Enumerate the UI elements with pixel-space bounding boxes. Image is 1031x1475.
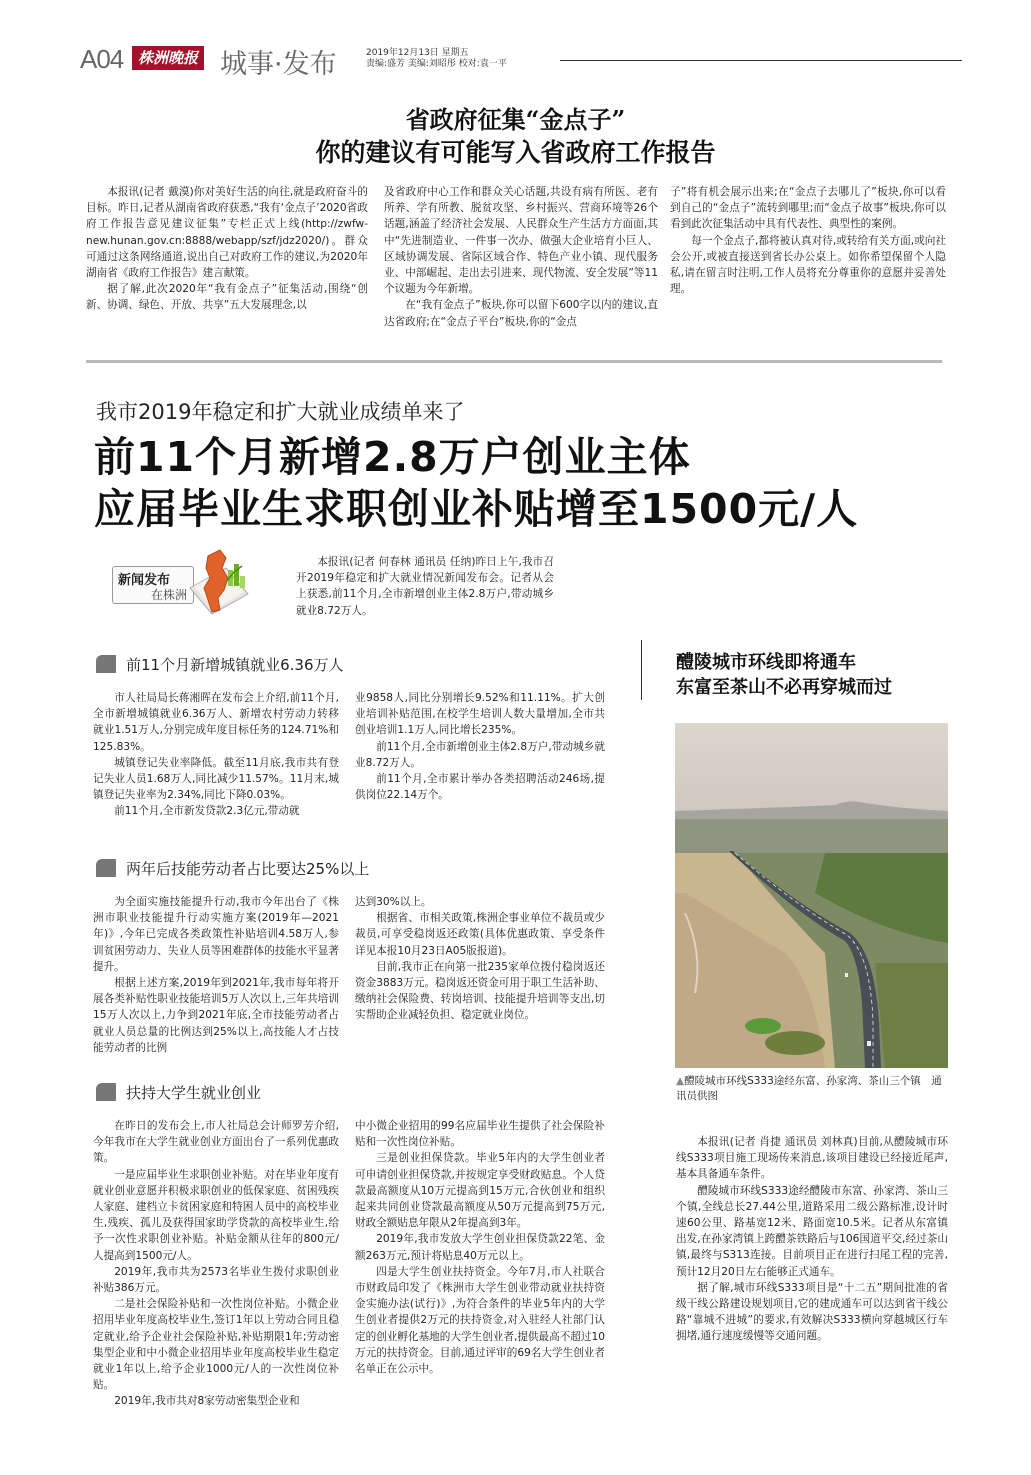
masthead-logo: 株洲晚报 [132,46,204,70]
article2-kicker: 我市2019年稳定和扩大就业成绩单来了 [96,400,465,424]
paragraph: 目前,我市正在向第一批235家单位拨付稳岗返还资金3883万元。稳岗返还资金可用于职工生活补助、缴纳社会保险费、转岗培训、技能提升培训等支出,切实帮助企业减轻负担、稳定就业岗位。 [355,960,605,1022]
paragraph: 一是应届毕业生求职创业补贴。对在毕业年度有就业创业意愿并积极求职创业的低保家庭、贫困残疾人家庭、建档立卡贫困家庭和特困人员中的高校毕业生,残疾、孤儿及获得国家助学贷款的高校毕业生,给予一次性求职创业补贴。补贴金额从往年的800元/人提高到1500元/人。 [93,1168,339,1262]
article1-headline-2: 你的建议有可能写入省政府工作报告 [315,138,716,167]
paragraph: 四是大学生创业扶持资金。今年7月,市人社联合市财政局印发了《株洲市大学生创业带动就业扶持资金实施办法(试行)》,为符合条件的毕业5年内的大学生创业者提供2万元的扶持资金,对入驻经人社部门认定的创业孵化基地的大学生创业者,提供最高不超过10万元的扶持资金。目前,通过评审的69名大学生创业者名单正在公示中。 [355,1265,605,1376]
paragraph: 本报讯(记者 肖捷 通讯员 刘林真)目前,从醴陵城市环线S333项目施工现场传来消息,该项目建设已经接近尾声,基本具备通车条件。 [676,1136,948,1181]
paragraph: 2019年,我市发放大学生创业担保贷款22笔、金额263万元,预计将贴息40万元以上。 [355,1233,605,1262]
paragraph: 子”将有机会展示出来;在“金点子去哪儿了”板块,你可以看到自己的“金点子”流转到哪里;而“金点子故事”板块,你可以看到此次征集活动中具有代表性、典型性的案例。 [670,186,946,231]
paragraph: 前11个月,全市累计举办各类招聘活动246场,提供岗位22.14万个。 [355,773,605,802]
section1-right-column [355,690,605,803]
caption-text: 醴陵城市环线S333途经东富、孙家湾、茶山三个镇 通讯员供图 [676,1075,942,1102]
paragraph: 根据上述方案,2019年到2021年,我市每年将开展各类补贴性职业技能培训5万人次以上,三年共培训15万人次以上,力争到2021年底,全市技能劳动者占就业人员总量的比例达到25%以上,高技能人才占技能劳动者的比例 [93,977,339,1054]
paragraph: 达到30%以上。 [355,896,432,908]
subheading [126,654,344,675]
paragraph: 2019年,我市共为2573名毕业生拨付求职创业补贴386万元。 [93,1265,339,1295]
paragraph: 本报讯(记者 何春林 通讯员 任纳)昨日上午,我市召开2019年稳定和扩大就业情况新闻发布会。记者从会上获悉,前11个月,全市新增创业主体2.8万户,带动城乡就业8.72万人。 [296,556,554,617]
road-aerial-photo [675,723,948,1068]
section-divider [86,360,942,363]
subheading-block-icon [96,1083,116,1101]
paragraph: 城镇登记失业率降低。截至11月底,我市共有登记失业人员1.68万人,同比减少11.57%。11月末,城镇登记失业率为2.34%,同比下降0.03%。 [93,756,339,802]
paragraph: 在“我有金点子”板块,你可以留下600字以内的建议,直达省政府;在“金点子平台”板块,你的“金点 [384,299,658,328]
subheading-block-icon [96,859,116,877]
badge-subtitle: 在株洲 [150,588,187,602]
badge-title: 新闻发布 [118,573,171,588]
sidebar-rule [641,640,642,700]
section-title: 城事·发布 [220,49,337,80]
paragraph: 根据省、市相关政策,株洲企事业单位不裁员或少裁员,可享受稳岗返还政策(具体优惠政策、享受条件详见本报10月23日A05版报道)。 [355,912,605,957]
article2-headline-2: 应届毕业生求职创业补贴增至1500元/人 [94,485,859,533]
paragraph: 醴陵城市环线S333途经醴陵市东富、孙家湾、茶山三个镇,全线总长27.44公里,道路采用二级公路标准,设计时速60公里、路基宽12米、路面宽10.5米。记者从东富镇出发,在孙家湾镇上跨醴茶铁路后与106国道平交,经过茶山镇,最终与S313连接。目前项目正在进行扫尾工程的完善,预计12月20日左右能够正式通车。 [676,1184,948,1278]
article2-lead [296,554,554,619]
paragraph: 业9858人,同比分别增长9.52%和11.11%。扩大创业培训补贴范围,在校学生培训人数大量增加,全市共创业培训1.1万人,同比增长235%。 [355,692,605,737]
photo-caption [676,1074,951,1104]
paragraph: 2019年,我市共对8家劳动密集型企业和 [114,1395,300,1408]
paragraph: 在昨日的发布会上,市人社局总会计师罗芳介绍,今年我市在大学生就业创业方面出台了一系列优惠政策。 [93,1120,339,1165]
page-number: A04 [80,44,124,74]
article3-body [676,1134,948,1345]
article1-headline-1: 省政府征集“金点子” [405,105,626,134]
paragraph: 为全面实施技能提升行动,我市今年出台了《株洲市职业技能提升行动实施方案(2019年—2021年)》,今年已完成各类政策性补贴培训4.58万人,参训贫困劳动力、失业人员等困难群体的技能水平显著提升。 [93,896,339,973]
article2-headline-1: 前11个月新增2.8万户创业主体 [94,433,691,481]
article1-column-3 [670,184,946,297]
section3-right-column [355,1118,605,1377]
paragraph: 二是社会保险补贴和一次性岗位补贴。小微企业招用毕业年度高校毕业生,签订1年以上劳动合同且稳定就业,给予企业社会保险补贴,补贴期限1年;劳动密集型企业和中小微企业招用毕业年度高校毕业生稳定就业1年以上,给予企业1000元/人的一次性岗位补贴。 [93,1298,339,1392]
section1-left-column [93,690,339,820]
subheading-text: 前11个月新增城镇就业6.36万人 [126,656,344,674]
date-line: 2019年12月13日 星期五 [366,48,469,58]
paragraph: 据了解,此次2020年“我有金点子”征集活动,围绕“创新、协调、绿色、开放、共享”五大发展理念,以 [86,283,368,312]
header-rule [560,60,962,61]
news-release-badge [112,566,194,604]
article3-headline-2: 东富至茶山不必再穿城而过 [676,677,892,698]
subheading-text: 两年后技能劳动者占比要达25%以上 [126,860,370,878]
newspaper-map-icon [186,548,252,616]
section3-left-column [93,1118,339,1410]
triangle-icon: ▲ [676,1075,685,1087]
paragraph: 三是创业担保贷款。毕业5年内的大学生创业者可申请创业担保贷款,并按规定享受财政贴息。个人贷款最高额度从10万元提高到15万元,合伙创业和组织起来共同创业贷款最高额度从50万元提高到75万元,财政全额贴息年限从2年提高到3年。 [355,1152,605,1230]
paragraph: 每一个金点子,都将被认真对待,或转给有关方面,或向社会公开,或被直接送到省长办公桌上。如你希望保留个人隐私,请在留言时注明,工作人员将充分尊重你的意愿并妥善处理。 [670,234,946,296]
paragraph: 据了解,城市环线S333项目是“十二五”期间批准的省级干线公路建设规划项目,它的建成通车可以达到省干线公路“靠城不进城”的要求,有效解决S333横向穿越城区行车拥堵,通行速度缓慢等交通问题。 [676,1281,948,1343]
section2-right-column [355,894,605,1024]
paragraph: 前11个月,全市新发贷款2.3亿元,带动就 [114,805,300,818]
paragraph: 市人社局局长蒋湘晖在发布会上介绍,前11个月,全市新增城镇就业6.36万人、新增农村劳动力转移就业1.51万人,分别完成年度目标任务的124.71%和125.83%。 [93,692,339,753]
issue-meta [366,48,507,70]
staff-line: 责编:盛芳 美编:刘昭彤 校对:袁一平 [366,59,507,69]
paragraph: 中小微企业招用的99名应届毕业生提供了社会保险补贴和一次性岗位补贴。 [355,1120,605,1149]
paragraph: 前11个月,全市新增创业主体2.8万户,带动城乡就业8.72万人。 [355,740,605,769]
paragraph: 本报讯(记者 戴漠)你对美好生活的向往,就是政府奋斗的目标。昨日,记者从湖南省政府获悉,“我有‘金点子’2020省政府工作报告意见建议征集”专栏正式上线(http://zwfw-new.hunan.gov.cn:8888/webapp/szf/jdz2020/)。群众可通过这条网络通道,说出自己对政府工作的建议,为2020年湖南省《政府工作报告》建言献策。 [86,186,368,280]
subheading [126,1082,261,1103]
paragraph: 及省政府中心工作和群众关心话题,共设有病有所医、老有所养、学有所教、脱贫攻坚、乡村振兴、营商环境等26个话题,涵盖了经济社会发展、人民群众生产生活方方面面,其中“先进制造业、一件事一次办、做强大企业培育小巨人、区域协调发展、省际区域合作、特色产业小镇、现代服务业、中部崛起、走出去引进来、现代物流、安全发展”等11个议题为今年新增。 [384,186,658,296]
subheading [126,858,369,879]
section2-left-column [93,894,339,1056]
article3-headline-1: 醴陵城市环线即将通车 [676,652,856,673]
article1-column-2 [384,184,658,330]
subheading-text: 扶持大学生就业创业 [126,1084,262,1102]
article1-column-1 [86,184,368,314]
subheading-block-icon [96,655,116,673]
